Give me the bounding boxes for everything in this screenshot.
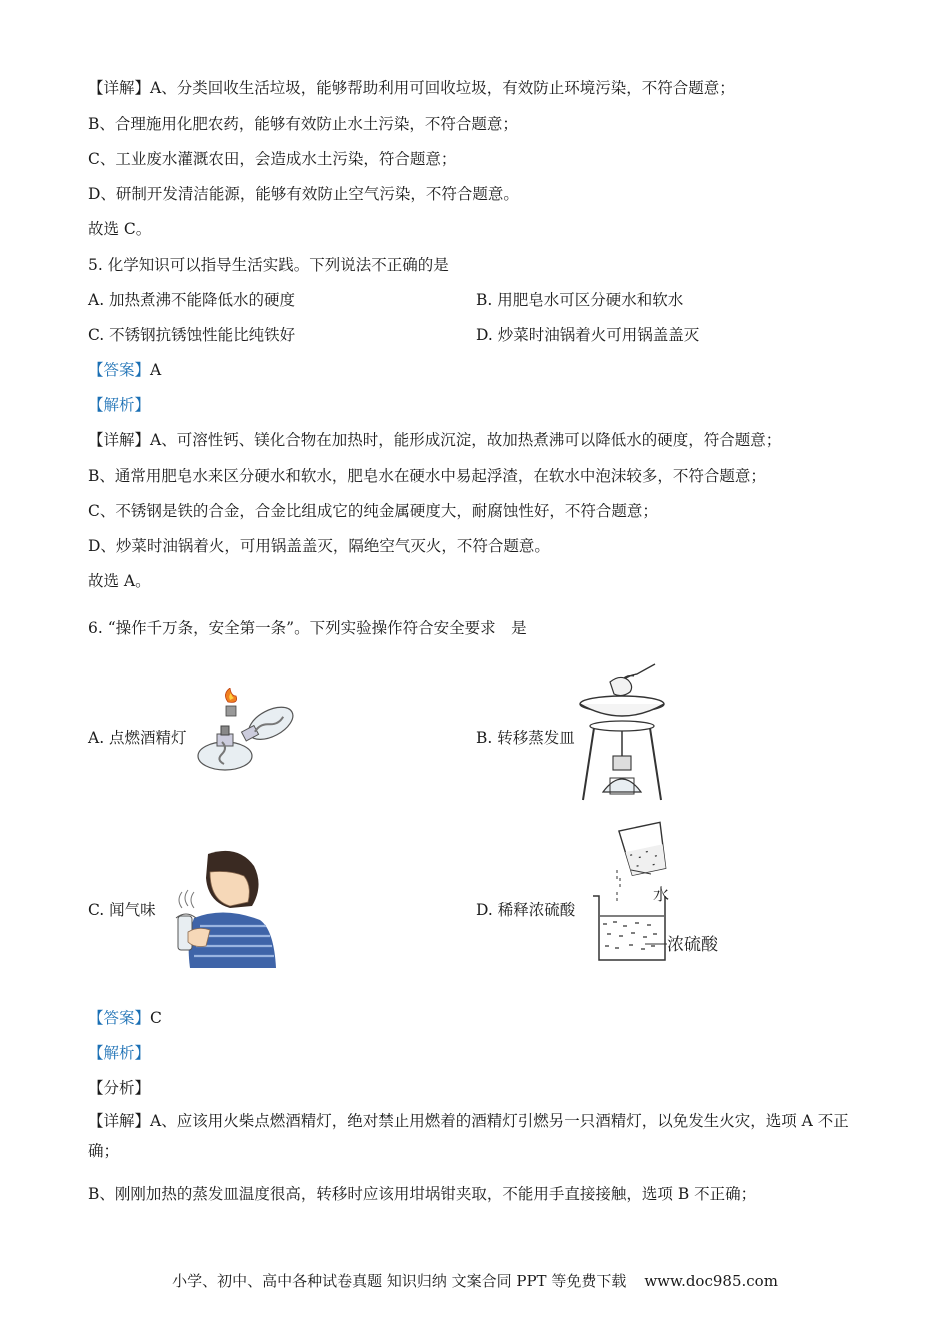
q4-detail-d: D、研制开发清洁能源，能够有效防止空气污染，不符合题意。 <box>88 185 519 203</box>
q5-detail-a: 【详解】A、可溶性钙、镁化合物在加热时，能形成沉淀，故加热煮沸可以降低水的硬度，符合题意； <box>88 431 782 449</box>
q5-analysis-tag: 【解析】 <box>88 396 151 414</box>
evaporating-dish-figure <box>575 660 670 806</box>
q5-detail-d: D、炒菜时油锅着火，可用锅盖盖灭，隔绝空气灭火，不符合题意。 <box>88 537 550 555</box>
q5-answer: 【答案】A <box>88 361 162 379</box>
smelling-gas-figure <box>170 848 280 974</box>
q5-option-c: C. 不锈钢抗锈蚀性能比纯铁好 <box>88 326 296 344</box>
q4-detail-c: C、工业废水灌溉农田，会造成水土污染，符合题意； <box>88 150 457 168</box>
q5-option-a: A. 加热煮沸不能降低水的硬度 <box>88 291 296 309</box>
q5-option-d: D. 炒菜时油锅着火可用锅盖盖灭 <box>476 326 700 344</box>
dilute-acid-figure <box>585 818 735 972</box>
acid-label: 浓硫酸 <box>667 935 718 955</box>
q4-detail-a: 【详解】A、分类回收生活垃圾，能够帮助利用可回收垃圾，有效防止环境污染，不符合题意； <box>88 79 735 97</box>
q6-option-a: A. 点燃酒精灯 <box>88 729 187 747</box>
q5-detail-b: B、通常用肥皂水来区分硬水和软水，肥皂水在硬水中易起浮渣，在软水中泡沫较多，不符合题意； <box>88 467 766 485</box>
q6-option-b: B. 转移蒸发皿 <box>476 729 575 747</box>
q6-detail-b: B、刚刚加热的蒸发皿温度很高，转移时应该用坩埚钳夹取，不能用手直接接触，选项 B 不正确； <box>88 1185 757 1203</box>
q6-option-d: D. 稀释浓硫酸 <box>476 901 576 919</box>
footer-text: 小学、初中、高中各种试卷真题 知识归纳 文案合同 PPT 等免费下载 <box>172 1272 627 1290</box>
q4-conclusion: 故选 C。 <box>88 220 152 238</box>
footer-url[interactable]: www.doc985.com <box>644 1272 778 1290</box>
page-footer <box>0 1270 950 1291</box>
q6-option-c: C. 闻气味 <box>88 901 156 919</box>
q6-answer: 【答案】C <box>88 1009 162 1027</box>
q6-detail-a: 【详解】A、应该用火柴点燃酒精灯，绝对禁止用燃着的酒精灯引燃另一只酒精灯，以免发生火灾，选项 A 不正确； <box>88 1112 849 1160</box>
water-label: 水 <box>653 885 670 904</box>
q4-detail-b: B、合理施用化肥农药，能够有效防止水土污染，不符合题意； <box>88 115 518 133</box>
alcohol-lamp-figure <box>190 688 310 777</box>
q5-option-b: B. 用肥皂水可区分硬水和软水 <box>476 291 684 309</box>
q5-conclusion: 故选 A。 <box>88 572 151 590</box>
q5-detail-c: C、不锈钢是铁的合金，合金比组成它的纯金属硬度大，耐腐蚀性好，不符合题意； <box>88 502 658 520</box>
q6-stem: 6. “操作千万条，安全第一条”。下列实验操作符合安全要求 是 <box>88 619 527 637</box>
q6-analysis-tag: 【解析】 <box>88 1044 151 1062</box>
q5-stem: 5. 化学知识可以指导生活实践。下列说法不正确的是 <box>88 256 449 274</box>
q6-analysis-sub-tag: 【分析】 <box>88 1079 151 1097</box>
